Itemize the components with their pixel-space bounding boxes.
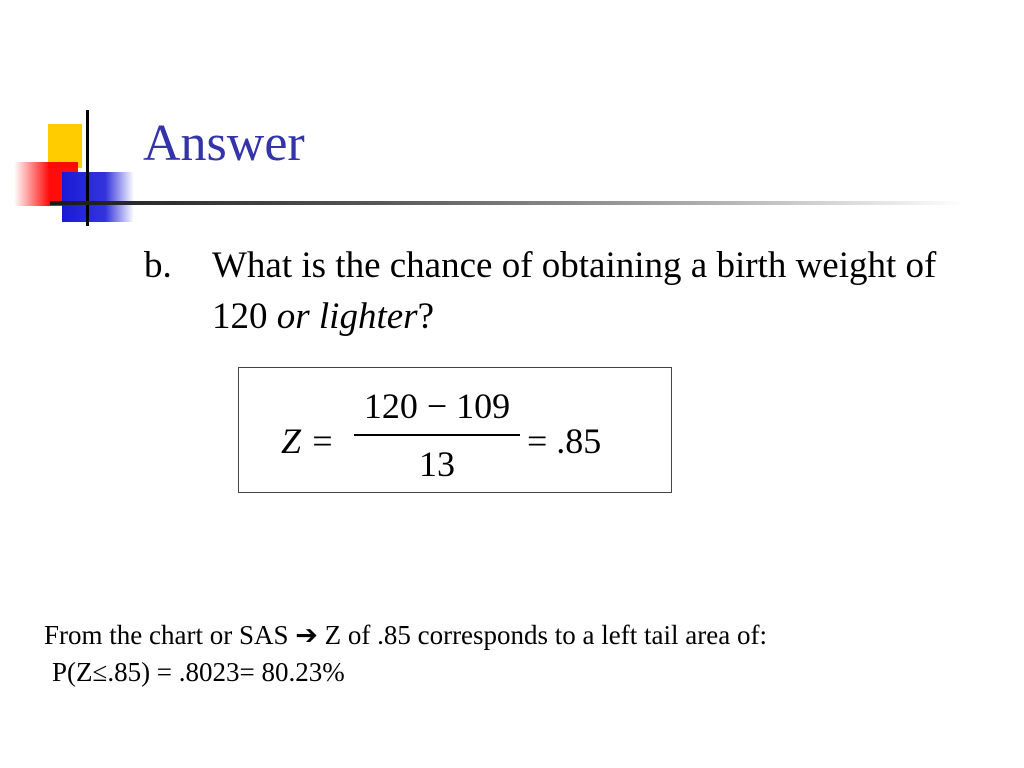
- arrow-right-icon: ➔: [295, 620, 318, 650]
- formula-lhs-text: Z =: [281, 421, 335, 461]
- question-text: [212, 240, 952, 342]
- footer-line-2: P(Z≤.85) = .8023= 80.23%: [52, 657, 345, 687]
- formula-lhs: [281, 420, 334, 462]
- formula-fraction: [354, 386, 520, 484]
- question-text-italic: or lighter: [276, 296, 418, 337]
- question-text-end: ?: [417, 296, 434, 337]
- logo-vertical-line: [86, 110, 89, 226]
- question-marker: b.: [144, 245, 172, 286]
- footer-line-1: [44, 617, 767, 654]
- footer-text: [44, 617, 767, 691]
- slide-title: Answer: [143, 115, 305, 172]
- formula-numerator: 120 − 109: [363, 386, 511, 426]
- formula-result: = .85: [527, 421, 602, 461]
- formula-denominator: 13: [419, 444, 455, 484]
- decorative-logo: [0, 100, 140, 240]
- logo-blue-square: [62, 172, 134, 222]
- question-text-start: What is the chance of obtaining a birth weight of 120: [212, 245, 937, 337]
- footer-line-1-start: From the chart or SAS: [44, 620, 296, 650]
- fraction-bar: [354, 434, 520, 436]
- formula-box: [238, 367, 672, 493]
- title-underline: [50, 201, 965, 205]
- footer-line-1-end: Z of .85 corresponds to a left tail area of:: [317, 620, 767, 650]
